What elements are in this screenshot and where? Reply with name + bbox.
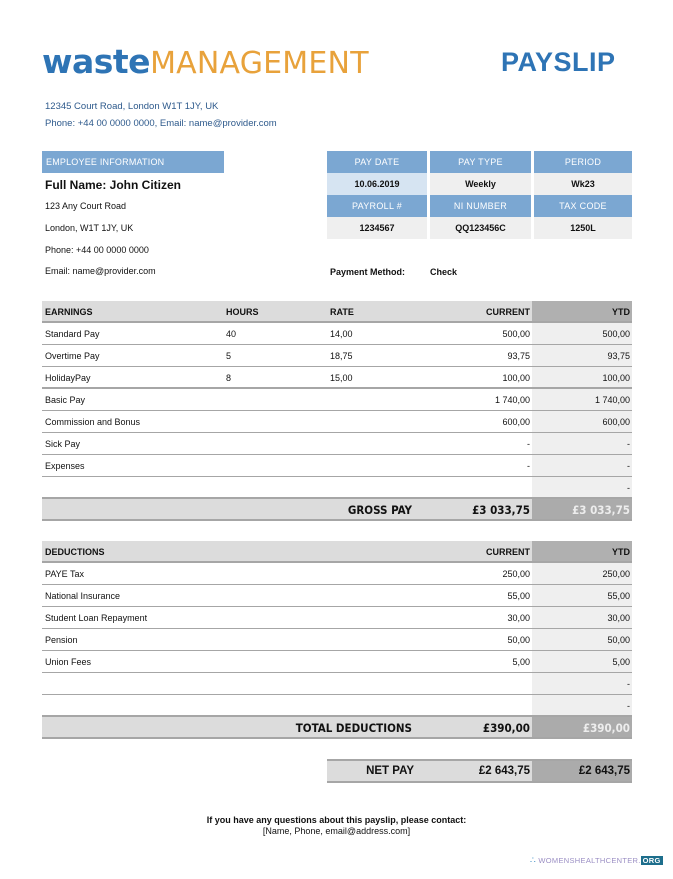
net-pay-row — [327, 759, 632, 783]
gross-pay-ytd: £3 033,75 — [572, 503, 630, 517]
employee-address-line1: 123 Any Court Road — [45, 201, 127, 211]
earning-current: 93,75 — [507, 351, 530, 361]
earning-current: 1 740,00 — [494, 395, 530, 405]
company-address: 12345 Court Road, London W1T 1JY, UK — [45, 101, 219, 112]
company-contact: Phone: +44 00 0000 0000, Email: name@provider.com — [45, 118, 277, 129]
employee-email: Email: name@provider.com — [45, 266, 156, 276]
net-pay-ytd: £2 643,75 — [578, 765, 630, 777]
table-row — [42, 455, 632, 477]
earning-current: 100,00 — [502, 373, 530, 383]
tax-code-value: 1250L — [534, 217, 632, 239]
earnings-table — [42, 301, 632, 521]
earnings-header-row — [42, 301, 632, 323]
total-deductions-label: TOTAL DEDUCTIONS — [295, 721, 412, 735]
earning-current: 600,00 — [502, 417, 530, 427]
earning-name: Commission and Bonus — [45, 417, 141, 427]
earning-ytd: 600,00 — [602, 417, 630, 427]
pay-type-label: PAY TYPE — [430, 151, 531, 173]
table-row — [42, 629, 632, 651]
earning-name: HolidayPay — [45, 373, 91, 383]
deduction-current: 55,00 — [507, 591, 530, 601]
document-title: PAYSLIP — [501, 47, 616, 77]
logo-part-waste: waste — [42, 42, 151, 81]
table-row — [42, 695, 632, 717]
table-row — [42, 607, 632, 629]
tax-code-label: TAX CODE — [534, 195, 632, 217]
footer-question: If you have any questions about this payslip, please contact: — [206, 815, 467, 825]
total-deductions-current: £390,00 — [482, 721, 530, 735]
period-value: Wk23 — [534, 173, 632, 195]
payroll-label: PAYROLL # — [327, 195, 427, 217]
earning-ytd: - — [627, 483, 630, 493]
earning-ytd: 100,00 — [602, 373, 630, 383]
earning-ytd: 93,75 — [607, 351, 630, 361]
table-row — [42, 585, 632, 607]
earning-current: - — [527, 439, 530, 449]
gross-pay-current: £3 033,75 — [472, 503, 530, 517]
deduction-name: Student Loan Repayment — [45, 613, 148, 623]
earnings-col-rate: RATE — [330, 307, 354, 317]
table-row — [42, 563, 632, 585]
earning-ytd: 1 740,00 — [594, 395, 630, 405]
deduction-current: 50,00 — [507, 635, 530, 645]
deduction-ytd: - — [627, 701, 630, 711]
earning-name: Sick Pay — [45, 439, 81, 449]
earning-rate: 14,00 — [330, 329, 353, 339]
deductions-col-name: DEDUCTIONS — [45, 547, 105, 557]
deduction-current: 30,00 — [507, 613, 530, 623]
deduction-ytd: 250,00 — [602, 569, 630, 579]
earning-name: Overtime Pay — [45, 351, 100, 361]
earning-ytd: - — [627, 461, 630, 471]
earning-name: Basic Pay — [45, 395, 86, 405]
logo-part-management: MANAGEMENT — [150, 46, 369, 81]
deduction-ytd: 55,00 — [607, 591, 630, 601]
table-row — [42, 433, 632, 455]
net-pay-current: £2 643,75 — [478, 765, 530, 777]
payment-method-label: Payment Method: — [330, 267, 406, 277]
employee-phone: Phone: +44 00 0000 0000 — [45, 245, 149, 255]
table-row — [42, 345, 632, 367]
deductions-header-row — [42, 541, 632, 563]
pay-date-value: 10.06.2019 — [327, 173, 427, 195]
deduction-name: PAYE Tax — [45, 569, 85, 579]
payroll-value: 1234567 — [327, 217, 427, 239]
earnings-col-ytd: YTD — [612, 307, 630, 317]
deduction-ytd: 5,00 — [612, 657, 630, 667]
net-pay-label: NET PAY — [366, 765, 414, 777]
earning-hours: 40 — [226, 329, 237, 339]
gross-pay-row — [42, 499, 632, 521]
deduction-name: National Insurance — [45, 591, 121, 601]
deduction-ytd: 50,00 — [607, 635, 630, 645]
watermark — [530, 855, 663, 866]
period-label: PERIOD — [534, 151, 632, 173]
earning-rate: 15,00 — [330, 373, 353, 383]
pay-type-value: Weekly — [430, 173, 531, 195]
earning-ytd: 500,00 — [602, 329, 630, 339]
watermark-badge: ORG — [642, 856, 661, 865]
table-row — [42, 673, 632, 695]
earning-current: - — [527, 461, 530, 471]
total-deductions-ytd: £390,00 — [582, 721, 630, 735]
watermark-text: WOMENSHEALTHCENTER. — [538, 856, 641, 865]
earning-name: Expenses — [45, 461, 85, 471]
employee-info-header: EMPLOYEE INFORMATION — [42, 151, 224, 173]
deduction-current: 5,00 — [512, 657, 530, 667]
earning-current: 500,00 — [502, 329, 530, 339]
payment-method-value: Check — [430, 267, 458, 277]
earning-hours: 8 — [226, 373, 232, 383]
employee-full-name: Full Name: John Citizen — [45, 178, 182, 192]
deduction-name: Union Fees — [45, 657, 92, 667]
deduction-ytd: - — [627, 679, 630, 689]
earnings-col-current: CURRENT — [486, 307, 530, 317]
total-deductions-row — [42, 717, 632, 739]
gross-pay-label: GROSS PAY — [347, 503, 412, 517]
dots-icon: ∴ — [530, 855, 537, 865]
earning-hours: 5 — [226, 351, 232, 361]
table-row — [42, 389, 632, 411]
earnings-col-hours: HOURS — [226, 307, 259, 317]
earning-name: Standard Pay — [45, 329, 100, 339]
deductions-col-current: CURRENT — [486, 547, 530, 557]
footer-contact: [Name, Phone, email@address.com] — [262, 826, 411, 836]
table-row — [42, 411, 632, 433]
ni-number-label: NI NUMBER — [430, 195, 531, 217]
deductions-table — [42, 541, 632, 739]
deductions-col-ytd: YTD — [612, 547, 630, 557]
table-row — [42, 651, 632, 673]
table-row — [42, 323, 632, 345]
earnings-col-name: EARNINGS — [45, 307, 93, 317]
employee-address-line2: London, W1T 1JY, UK — [45, 223, 134, 233]
deduction-current: 250,00 — [502, 569, 530, 579]
deduction-name: Pension — [45, 635, 78, 645]
table-row — [42, 477, 632, 499]
earning-ytd: - — [627, 439, 630, 449]
earning-rate: 18,75 — [330, 351, 353, 361]
pay-date-label: PAY DATE — [327, 151, 427, 173]
company-logo — [42, 42, 369, 84]
ni-number-value: QQ123456C — [430, 217, 531, 239]
table-row — [42, 367, 632, 389]
deduction-ytd: 30,00 — [607, 613, 630, 623]
